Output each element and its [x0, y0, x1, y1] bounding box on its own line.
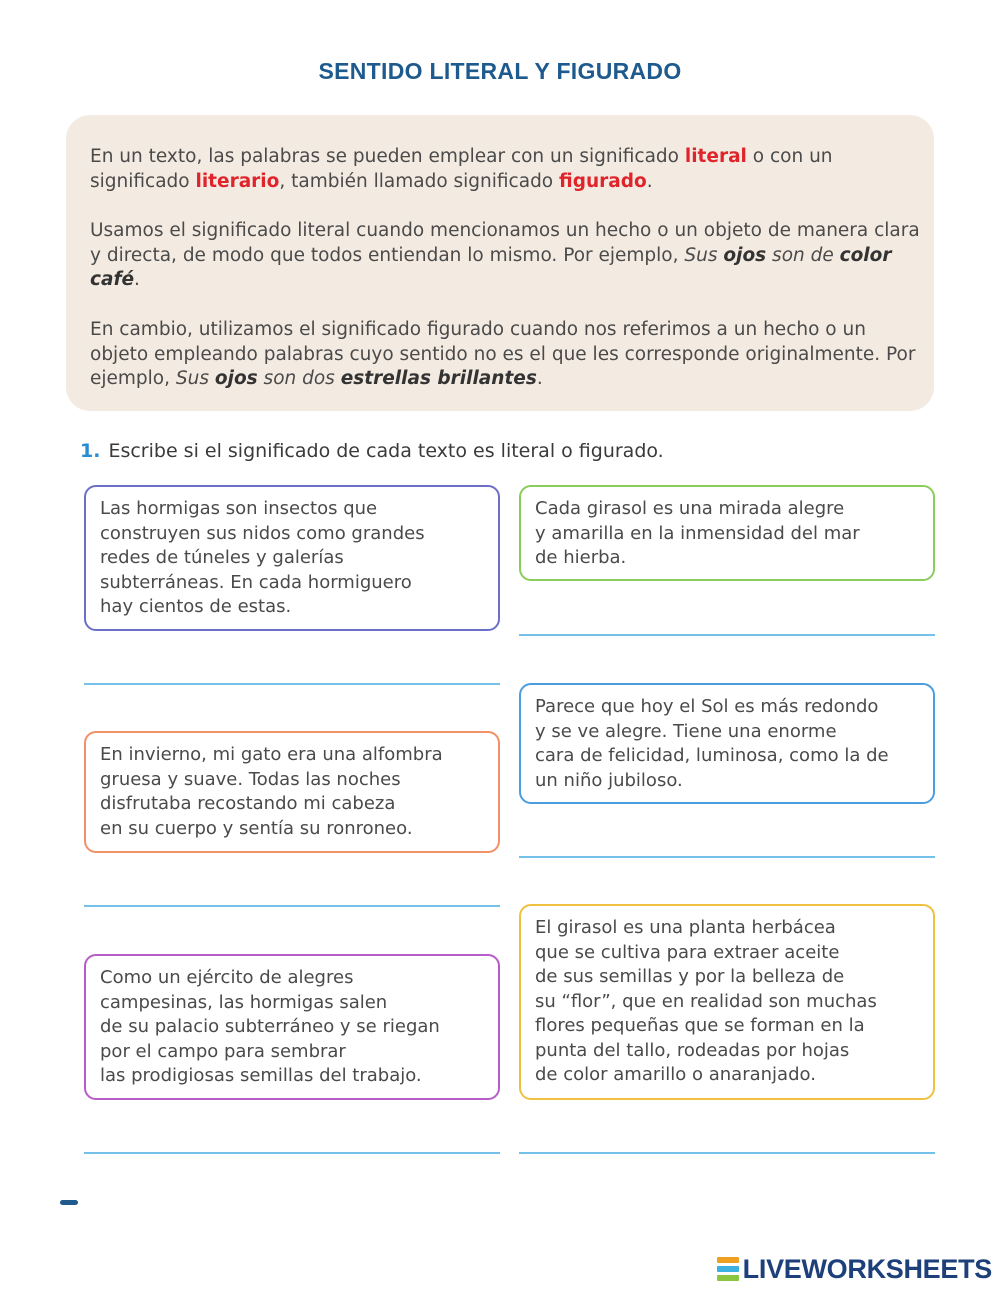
question-text: Escribe si el significado de cada texto es literal o figurado.: [108, 440, 664, 462]
card-text: Como un ejército de alegres campesinas, las hormigas salen de su palacio subterráneo y se riegan por el campo para sembrar las prodigiosas semillas del trabajo.: [100, 967, 440, 1086]
answer-line-6[interactable]: [84, 1152, 500, 1154]
card-text: Las hormigas son insectos que construyen sus nidos como grandes redes de túneles y galerías subterráneas. En cada hormiguero hay cientos de estas.: [100, 498, 425, 617]
text-card-1: [84, 485, 500, 631]
intro-box: [66, 115, 934, 411]
intro-paragraph-3: En cambio, utilizamos el significado figurado cuando nos referimos a un hecho o un objeto empleando palabras cuyo sentido no es el que les corresponde originalmente. Por ejemplo, Sus ojos son dos estrellas brillantes.: [90, 319, 916, 389]
question-number: 1.: [80, 440, 101, 462]
liveworksheets-logo-icon: [717, 1257, 739, 1283]
intro-paragraph-2: Usamos el significado literal cuando mencionamos un hecho o un objeto de manera clara y directa, de modo que todos entiendan lo mismo. Por ejemplo, Sus ojos son de color café.: [90, 220, 920, 290]
text-card-3: [519, 683, 935, 804]
answer-line-1[interactable]: [84, 683, 500, 685]
intro-paragraph-1: En un texto, las palabras se pueden emplear con un significado literal o con un significado literario, también llamado significado figurado.: [90, 146, 833, 192]
answer-line-2[interactable]: [519, 634, 935, 636]
question-instruction: [80, 440, 664, 462]
answer-line-4[interactable]: [84, 905, 500, 907]
card-text: El girasol es una planta herbácea que se cultiva para extraer aceite de sus semillas y por la belleza de su “flor”, que en realidad son muchas flores pequeñas que se forman en la punta del tallo, rodeadas por hojas de color amarillo o anaranjado.: [535, 917, 877, 1085]
answer-line-3[interactable]: [519, 856, 935, 858]
answer-line-5[interactable]: [519, 1152, 935, 1154]
text-card-6: [84, 954, 500, 1100]
page-mark: [60, 1200, 78, 1205]
card-text: Cada girasol es una mirada alegre y amarilla en la inmensidad del mar de hierba.: [535, 498, 860, 568]
logo-text: LIVEWORKSHEETS: [742, 1254, 992, 1284]
liveworksheets-logo: [717, 1254, 992, 1285]
text-card-5: [519, 904, 935, 1100]
text-card-2: [519, 485, 935, 581]
card-text: Parece que hoy el Sol es más redondo y se ve alegre. Tiene una enorme cara de felicidad, luminosa, como la de un niño jubiloso.: [535, 696, 889, 791]
card-text: En invierno, mi gato era una alfombra gruesa y suave. Todas las noches disfrutaba recostando mi cabeza en su cuerpo y sentía su ronroneo.: [100, 744, 443, 839]
page-title: SENTIDO LITERAL Y FIGURADO: [318, 58, 682, 84]
text-card-4: [84, 731, 500, 853]
